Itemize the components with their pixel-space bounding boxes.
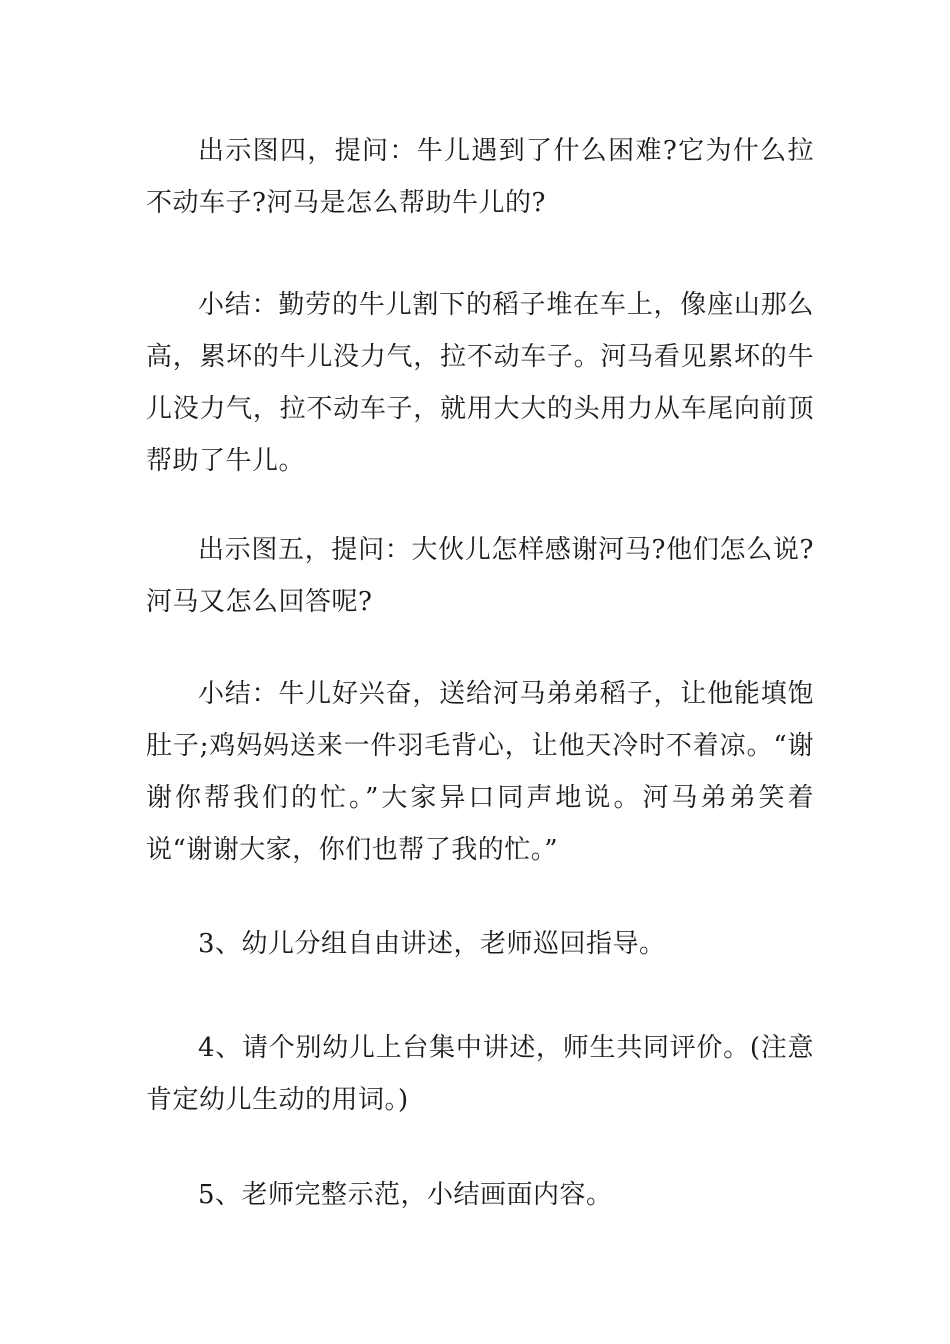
paragraph-summary-two: 小结：牛儿好兴奋，送给河马弟弟稻子，让他能填饱肚子;鸡妈妈送来一件羽毛背心，让他天冷时不着凉。“谢谢你帮我们的忙。”大家异口同声地说。河马弟弟笑着说“谢谢大家，你们也帮了我的忙。” — [146, 679, 814, 865]
paragraph-picture-four-question: 出示图四，提问：牛儿遇到了什么困难?它为什么拉不动车子?河马是怎么帮助牛儿的? — [146, 136, 814, 218]
paragraph-step-four: 4、请个别幼儿上台集中讲述，师生共同评价。(注意肯定幼儿生动的用词。) — [146, 1033, 814, 1115]
paragraph-step-three: 3、幼儿分组自由讲述，老师巡回指导。 — [198, 929, 666, 959]
paragraph-picture-five-question: 出示图五，提问：大伙儿怎样感谢河马?他们怎么说?河马又怎么回答呢? — [146, 535, 814, 617]
paragraph-step-five: 5、老师完整示范，小结画面内容。 — [198, 1180, 613, 1210]
paragraph-summary-one: 小结：勤劳的牛儿割下的稻子堆在车上，像座山那么高，累坏的牛儿没力气，拉不动车子。河马看见累坏的牛儿没力气，拉不动车子，就用大大的头用力从车尾向前顶帮助了牛儿。 — [146, 290, 814, 476]
